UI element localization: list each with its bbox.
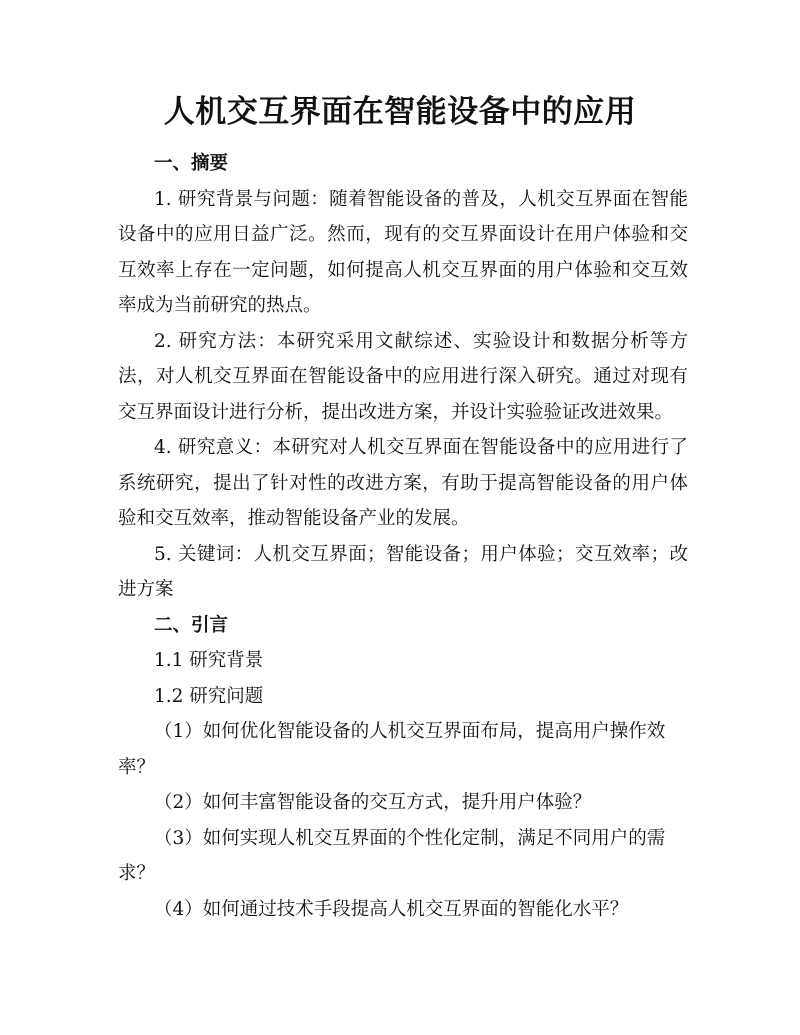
- section-heading-introduction: 二、引言: [154, 614, 229, 636]
- subsection-questions: 1.2 研究问题: [154, 685, 264, 707]
- document-body: [118, 146, 688, 927]
- paragraph-keywords: 5. 关键词：人机交互界面；智能设备；用户体验；交互效率；改进方案: [118, 543, 688, 600]
- question-item: （1）如何优化智能设备的人机交互界面布局，提高用户操作效率？: [118, 721, 666, 778]
- subsection-background: 1.1 研究背景: [154, 650, 264, 671]
- page-title: 人机交互界面在智能设备中的应用: [163, 94, 637, 130]
- paragraph-background: 1. 研究背景与问题：随着智能设备的普及，人机交互界面在智能设备中的应用日益广泛。然而，现有的交互界面设计在用户体验和交互效率上存在一定问题，如何提高人机交互界面的用户体验和交互效率成为当前研究的热点。: [118, 188, 688, 316]
- question-item: （3）如何实现人机交互界面的个性化定制，满足不同用户的需求？: [118, 827, 666, 884]
- section-heading-abstract: 一、摘要: [154, 153, 229, 174]
- paragraph-significance: 4. 研究意义：本研究对人机交互界面在智能设备中的应用进行了系统研究，提出了针对性的改进方案，有助于提高智能设备的用户体验和交互效率，推动智能设备产业的发展。: [118, 437, 688, 529]
- paragraph-method: 2. 研究方法：本研究采用文献综述、实验设计和数据分析等方法，对人机交互界面在智能设备中的应用进行深入研究。通过对现有交互界面设计进行分析，提出改进方案，并设计实验验证改进效果。: [118, 330, 688, 423]
- question-item: （4）如何通过技术手段提高人机交互界面的智能化水平？: [154, 898, 629, 920]
- question-item: （2）如何丰富智能设备的交互方式，提升用户体验？: [154, 792, 592, 813]
